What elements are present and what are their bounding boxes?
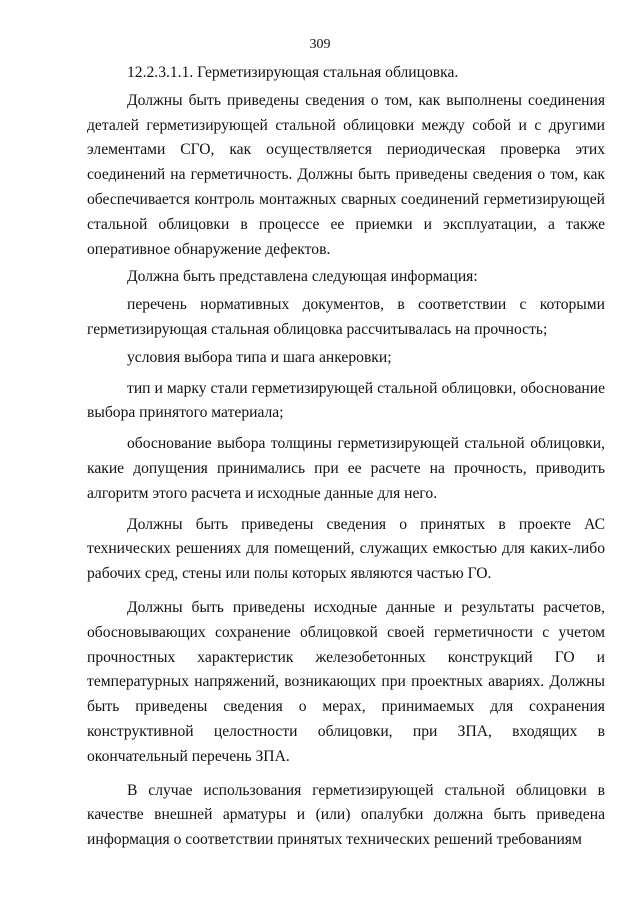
paragraph: Должна быть представлена следующая информация: (127, 268, 478, 286)
document-body (87, 61, 605, 853)
list-item: обоснование выбора толщины герметизирующей стальной облицовки, какие допущения принимались при ее расчете на прочность, приводить алгоритм этого расчета и исходные данные для него. (87, 435, 605, 502)
list-item: условия выбора типа и шага анкеровки; (127, 348, 392, 366)
section-heading: 12.2.3.1.1. Герметизирующая стальная облицовка. (127, 64, 459, 81)
list-item: перечень нормативных документов, в соответствии с которыми герметизирующая стальная облицовка рассчитывалась на прочность; (87, 296, 605, 338)
page-number: 309 (309, 37, 331, 52)
paragraph: Должны быть приведены исходные данные и результаты расчетов, обосновывающих сохранение облицовкой своей герметичности с учетом прочностных характеристик железобетонных конструкций ГО и температурных напряжений, возникающих при проектных авариях. Должны быть приведены сведения о мерах, принимаемых для сохранения конструктивной целостности облицовки, при ЗПА, входящих в окончательный перечень ЗПА. (87, 598, 605, 765)
paragraph: В случае использования герметизирующей стальной облицовки в качестве внешней арматуры и (или) опалубки должна быть приведена информация о соответствии принятых технических решений требованиям (87, 781, 605, 849)
paragraph: Должны быть приведены сведения о принятых в проекте АС технических решениях для помещений, служащих емкостью для каких-либо рабочих сред, стены или полы которых являются частью ГО. (87, 515, 605, 583)
list-item: тип и марку стали герметизирующей стальной облицовки, обоснование выбора принятого материала; (87, 379, 605, 422)
paragraph: Должны быть приведены сведения о том, как выполнены соединения деталей герметизирующей стальной облицовки между собой и с другими элементами СГО, как осуществляется периодическая проверка этих соединений на герметичность. Должны быть приведены сведения о том, как обеспечивается контроль монтажных сварных соединений герметизирующей стальной облицовки в процессе ее приемки и эксплуатации, а также оперативное обнаружение дефектов. (87, 91, 605, 258)
